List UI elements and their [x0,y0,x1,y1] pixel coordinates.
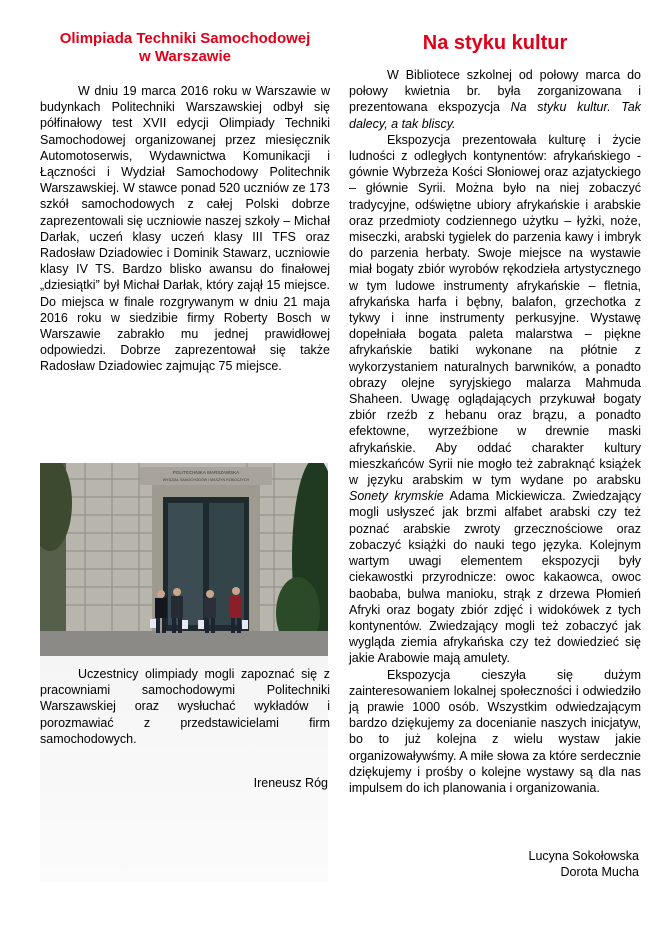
right-author-1: Lucyna Sokołowska [528,849,639,863]
photo-caption: Uczestnicy olimpiady mogli zapoznać się z pracowniami samochodowymi Politechniki Warszawskiej oraz wysłuchać wykładów i porozmawiać z przedstawicielami firm samochodowych. [40,667,330,746]
photo-caption-block [40,666,330,747]
left-article-author: Ireneusz Róg [253,776,328,790]
group-photo [40,463,328,656]
right-article-para3: Ekspozycja cieszyła się dużym zainteresowaniem lokalnej społeczności i odwiedziło ją prawie 1000 osób. Wszystkim odwiedzającym bardzo dziękujemy za docenianie naszych inicjatyw, bo to już kolejna z wielu wystaw jakie organizowaływśmy. A miłe słowa za które serdecznie dziękujemy i prośby o kolejne wystawy są dla nas impulsem do ich planowania i organizowania. [349,667,641,795]
right-article-para1 [349,67,641,132]
right-article-title: Na styku kultur [422,32,568,54]
right-article [349,30,641,796]
building-photo-illustration [40,463,328,656]
left-article-title [40,30,330,66]
photo-sign-line2: WYDZIAŁ SAMOCHODÓW I MASZYN ROBOCZYCH [162,478,250,482]
para2-text-end: Adama Mickiewicza. Zwiedzający mogli usłyszeć jak brzmi alfabet arabski czy też poznać arabskie zwroty grzecznościowe oraz zobaczyć książki do nauki tego języka. Kolejnym wartym uwagi elementem ekspozycji były ciekawostki przyrodnicze: owoc kakaowca, owoc baobaba, bulwa manioku, strąk z drzewa Płomień Afryki oraz bogaty zbiór zdjęć i widokówek z tych kontynentów. Zwiedzający mogli też zobaczyć jak wygląda ziemia afrykańska czy też dowiedzieć się jakie Arabowie mają amulety. [349,489,641,666]
left-article [40,30,330,375]
photo-sign-line1: POLITECHNIKA WARSZAWSKA [172,470,240,475]
right-article-para2 [349,132,641,667]
para2-italic-title: Sonety krymskie [349,489,444,504]
para1-text: W Bibliotece szkolnej od połowy marca do połowy kwietnia br. była zorganizowana i prezentowana ekspozycja [349,68,641,115]
left-title-line1: Olimpiada Techniki Samochodowej [59,30,311,47]
para1-italic-title: Na styku kultur. Tak dalecy, a tak bliscy. [349,100,642,131]
right-author-2: Dorota Mucha [560,865,639,879]
para2-text-start: Ekspozycja prezentowała kulturę i życie ludności z odległych kontynentów: afrykańskiego - gównie Wybrzeża Kości Słoniowej oraz azjatyckiego – głównie Syrii. Można było na niej zobaczyć tradycyjne, odświętne ubiory afrykańskie i arabskie oraz przedmioty codziennego użytku – łyżki, noże, miseczki, arabski tygielek do parzenia kawy i imbryk do parzenia herbaty. Swoje miejsce na wystawie miał bogaty zbiór wyrobów rękodzieła artystycznego w tym ludowe instrumenty afrykańskie – fletnia, afrykańska harfa i bębny, balafon, grzechotka z tykwy i inne instrumenty perkusyjne. Wystawę dopełniała bogata paleta malarstwa – piękne afrykańskie batiki wykonane na płótnie z wykorzystaniem naturalnych barwników, a ponadto obrazy olejne syryjskiego malarza Mahmuda Shaheen. Uwagę oglądających przykuwał bogaty zbiór rzeźb z hebanu oraz brązu, a ponadto efektowne, wyrzeźbione w drewnie maski afrykańskie. Aby oddać charakter kultury mieszkańców Syrii nie mogło też zabraknąć książek w języku arabskim w tym wydane po arabsku [349,132,641,488]
left-title-line2: w Warszawie [139,48,231,65]
right-article-authors [349,848,639,880]
left-article-body: W dniu 19 marca 2016 roku w Warszawie w budynkach Politechniki Warszawskiej odbył się półfinałowy test XVII edycji Olimpiady Techniki Samochodowej organizowanej przez miesięcznik Automotoserwis, Wydawnictwa Komunikacji i Łączności i Wydział Samochodowy Politechnik Warszawskiej. W stawce ponad 520 uczniów ze 173 szkół samochodowych z całej Polski dobrze zaprezentowali się uczniowie naszej szkoły – Michał Darłak, uczeń klasy uczeń klasy III TFS oraz Radosław Dziadowiec i Dominik Stawarz, uczniowie klasy IV TS. Bardzo blisko awansu do finałowej „dziesiątki” był Michał Darłak, który zajął 15 miejsce. Do miejsca w finale rozgrywanym w dniu 21 maja 2016 roku w siedzibie firmy Roberty Bosch w Warszawie zabrakło mu jednej prawidłowej odpowiedzi. Dobrze zaprezentował się także Radosław Dziadowiec zajmując 75 miejsce. [40,84,330,374]
